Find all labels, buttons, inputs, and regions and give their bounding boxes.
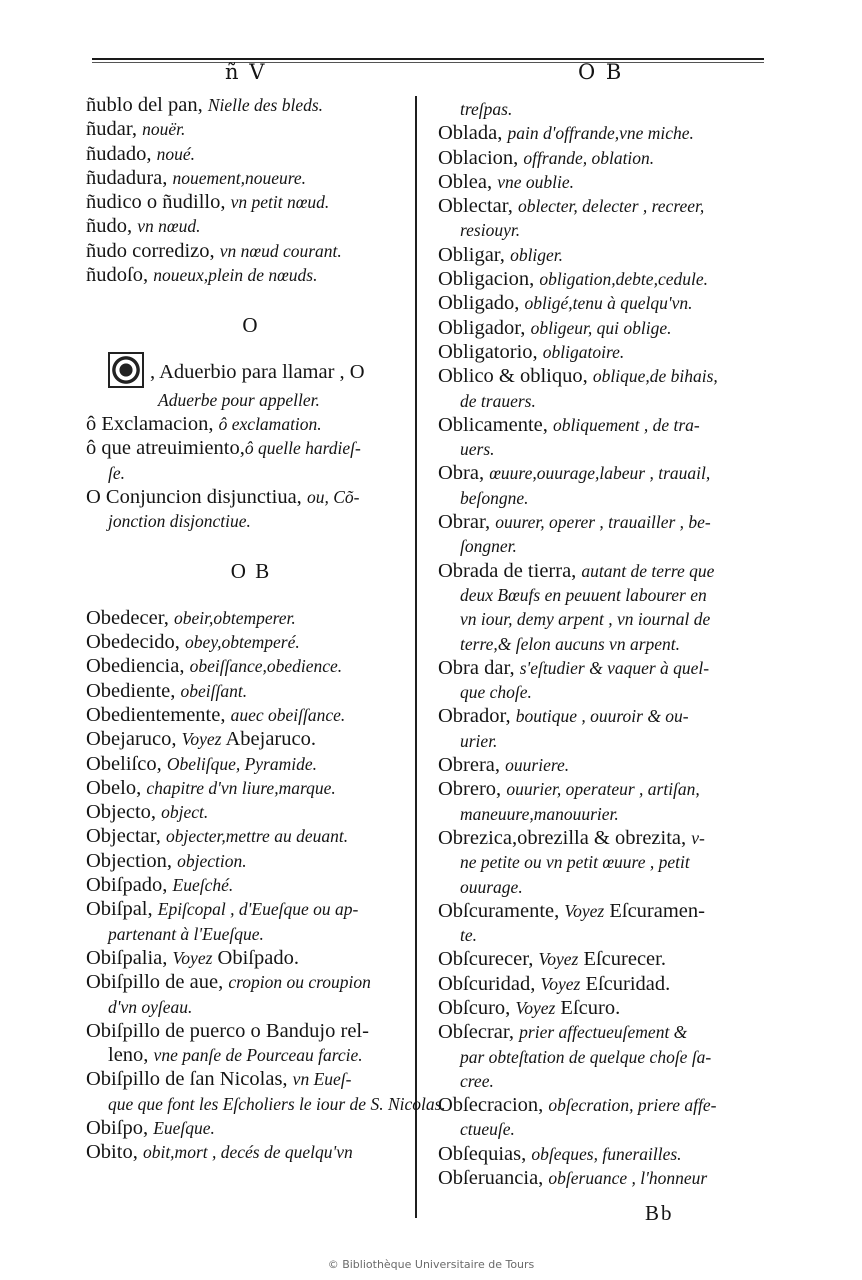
dictionary-entry: Obra, œuure,ouurage,labeur , trauail, [438,462,711,485]
dictionary-entry: Obiſpal, Epiſcopal , d'Eueſque ou ap- [86,898,359,921]
dictionary-entry: ñudado, noué. [86,142,196,165]
dictionary-entry: treſpas. [460,99,513,119]
dictionary-entry: ñudico o ñudillo, vn petit nœud. [86,191,330,214]
entry-continuation: vn iour, demy arpent , vn iournal de [460,609,711,630]
entry-continuation: urier. [460,730,498,751]
top-rule [92,58,764,60]
entry-continuation: beſongne. [460,487,529,508]
dictionary-entry: Obediente, obeiſſant. [86,679,248,702]
dictionary-entry: Obligar, obliger. [438,243,564,266]
dictionary-entry: Obedecido, obey,obtemperé. [86,631,300,654]
dictionary-entry: ñudadura, nouement,noueure. [86,166,307,189]
dictionary-entry: Obrero, ouurier, operateur , artiſan, [438,778,700,801]
dictionary-entry: Obrar, ouurer, operer , trauailler , be- [438,511,711,534]
entry-continuation: partenant à l'Eueſque. [108,923,264,944]
entry-continuation: par obteſtation de quelque choſe ſa- [460,1046,712,1067]
dictionary-entry: Obiſpado, Eueſché. [86,874,234,897]
dictionary-entry: Obſeruancia, obſeruance , l'honneur [438,1167,708,1190]
entry-continuation: te. [460,925,478,946]
dictionary-entry: Obra dar, s'eſtudier & vaquer à quel- [438,656,710,679]
entry-o-conjuncion: O Conjuncion disjunctiua, ou, Cõ- [86,485,360,508]
dictionary-entry: Obſecracion, obſecration, priere affe- [438,1094,717,1117]
dictionary-entry: Objection, objection. [86,849,247,872]
dictionary-entry: Obligador, obligeur, qui oblige. [438,316,672,339]
dictionary-entry: Obiſpo, Eueſque. [86,1116,215,1139]
dictionary-entry: Oblicamente, obliquement , de tra- [438,413,700,436]
dictionary-entry: ñudoſo, noueux,plein de nœuds. [86,264,318,287]
dictionary-entry: Obligacion, obligation,debte,cedule. [438,268,708,291]
dictionary-entry: Oblectar, oblecter, delecter , recreer, [438,195,705,218]
ob-entries-left [86,606,446,1165]
entry-continuation: Aduerbe pour appeller. [158,389,320,410]
ornamental-initial-o [108,352,144,388]
catchword: Bb [645,1201,674,1225]
copyright-footer: © Bibliothèque Universitaire de Tours [327,1258,535,1271]
entry-continuation: ouurage. [460,876,523,897]
entry-continuation: de trauers. [460,390,536,411]
running-head-left: ñ V [225,60,267,84]
entry-continuation: cree. [460,1070,494,1091]
dictionary-entry: Obrezica,obrezilla & obrezita, v- [438,826,705,849]
ob-entries-right [438,97,768,1190]
entry-continuation: maneuure,manouurier. [460,803,619,824]
dictionary-entry: Obſcuramente, Voyez Eſcuramen- [438,899,705,922]
entry-continuation: terre,& ſelon aucuns vn arpent. [460,633,681,654]
entry-continuation: que choſe. [460,682,532,703]
entry-continuation: jonction disjonctiue. [108,511,251,532]
dictionary-entry: Obſcurecer, Voyez Eſcurecer. [438,948,666,971]
dictionary-entry: ñudo, vn nœud. [86,215,201,238]
dictionary-entry: Oblea, vne oublie. [438,170,574,193]
dictionary-entry: Objecto, object. [86,801,209,824]
section-heading-ob: O B [230,559,272,584]
entry-o-aduerbio: , Aduerbio para llamar , O [86,352,416,388]
entry-o-exclamacion: ô Exclamacion, ô exclamation. [86,412,322,435]
entry-continuation: ctueuſe. [460,1119,515,1140]
n-entries [86,93,416,287]
dictionary-entry: Oblada, pain d'offrande,vne miche. [438,122,694,145]
entry-continuation: ſe. [108,462,126,483]
dictionary-entry: Obeliſco, Obeliſque, Pyramide. [86,752,318,775]
dictionary-entry: Oblico & obliquo, oblique,de bihais, [438,365,718,388]
dictionary-entry: Obrada de tierra, autant de terre que [438,559,715,582]
entry-continuation: d'vn oyſeau. [108,996,193,1017]
dictionary-entry: Obligado, obligé,tenu à quelqu'vn. [438,292,693,315]
dictionary-entry: Obediencia, obeiſſance,obedience. [86,655,343,678]
section-heading-o: O [242,313,260,338]
entry-continuation: ſongner. [460,536,517,557]
dictionary-entry: Obligatorio, obligatoire. [438,340,625,363]
dictionary-entry: Obſequias, obſeques, funerailles. [438,1142,682,1165]
dictionary-entry: Obejaruco, Voyez Abejaruco. [86,728,316,751]
left-column [86,93,446,1165]
entry-continuation: deux Bœufs en peuuent labourer en [460,584,707,605]
entry-continuation: resiouyr. [460,220,521,241]
dictionary-entry: Obſcuridad, Voyez Eſcuridad. [438,972,671,995]
top-rule-thin [92,62,764,63]
entry-continuation: ne petite ou vn petit œuure , petit [460,852,690,873]
dictionary-entry: Obiſpillo de puerco o Bandujo rel- [86,1019,369,1042]
dictionary-entry: Obiſpillo de ſan Nicolas, vn Eueſ- [86,1068,352,1091]
dictionary-entry: Obedecer, obeir,obtemperer. [86,606,296,629]
dictionary-entry: ñudo corredizo, vn nœud courant. [86,239,342,262]
dictionary-entry: Obſcuro, Voyez Eſcuro. [438,996,621,1019]
entry-continuation: que que font les Eſcholiers le iour de S. Nicolas. [108,1093,446,1114]
dictionary-entry: Obſecrar, prier affectueuſement & [438,1021,688,1044]
running-head-right: O B [578,60,624,84]
dictionary-entry: ñudar, nouër. [86,118,186,141]
dictionary-entry: Obrera, ouuriere. [438,754,570,777]
dictionary-entry: Obelo, chapitre d'vn liure,marque. [86,776,336,799]
dictionary-entry: ñublo del pan, Nielle des bleds. [86,94,324,116]
dictionary-entry: Obedientemente, auec obeiſſance. [86,703,346,726]
dictionary-entry: Objectar, objecter,mettre au deuant. [86,825,349,848]
entry-o-atreuimiento: ô que atreuimiento,ô quelle hardieſ- [86,437,361,460]
right-column [438,97,768,1190]
entry-continuation: leno, vne panſe de Pourceau farcie. [108,1044,363,1067]
dictionary-entry: Obito, obit,mort , decés de quelqu'vn [86,1141,353,1164]
dictionary-entry: Obiſpalia, Voyez Obiſpado. [86,946,299,969]
dictionary-entry: Obiſpillo de aue, cropion ou croupion [86,971,371,994]
dictionary-entry: Oblacion, offrande, oblation. [438,146,655,169]
dictionary-entry: Obrador, boutique , ouuroir & ou- [438,705,689,728]
entry-continuation: uers. [460,439,495,460]
